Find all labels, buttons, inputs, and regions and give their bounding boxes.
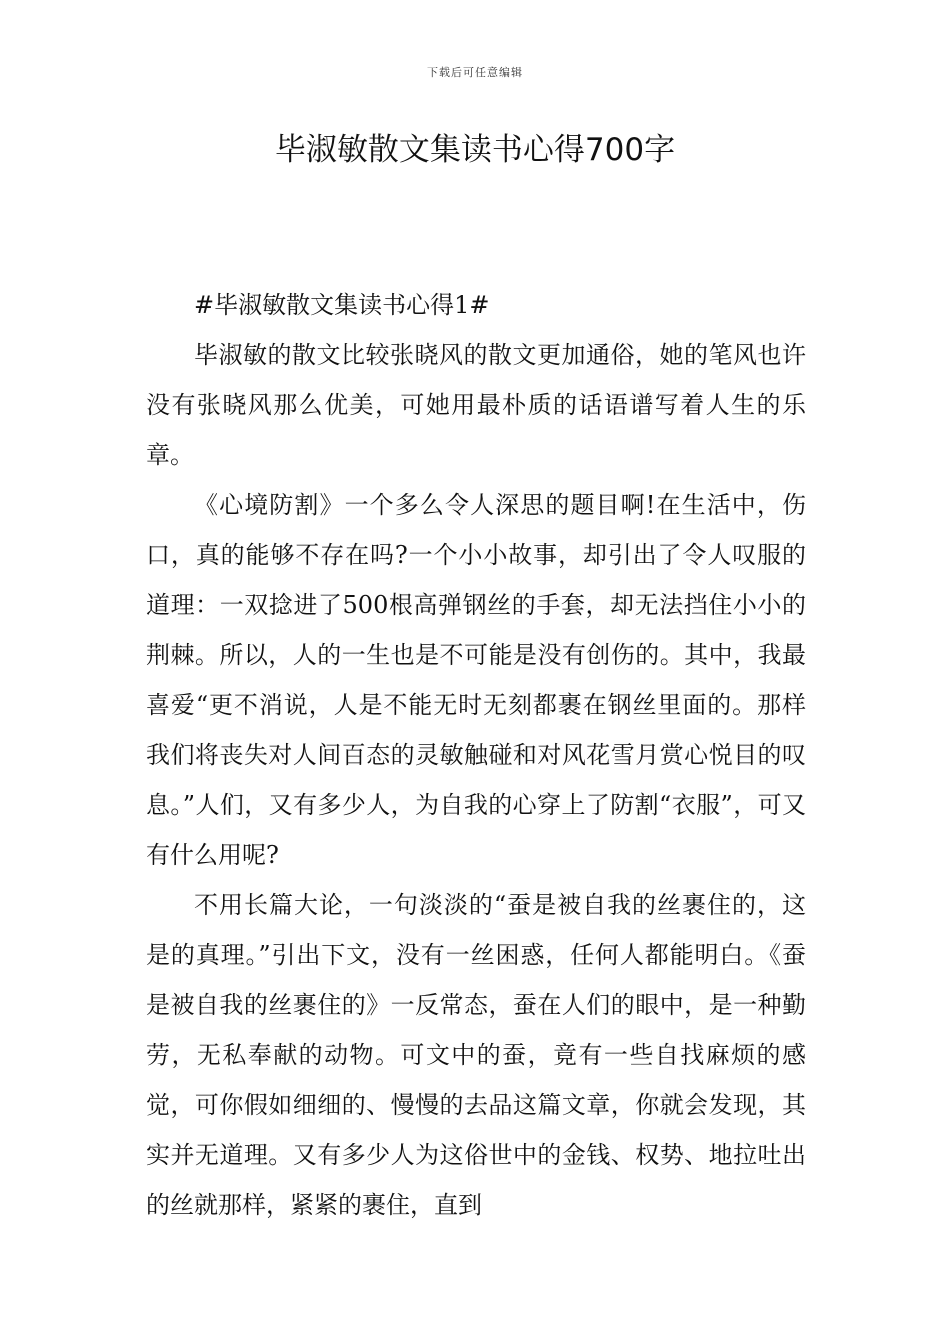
header-note: 下载后可任意编辑 bbox=[427, 66, 523, 79]
section-heading: #毕淑敏散文集读书心得1# bbox=[194, 291, 490, 319]
paragraph: 不用长篇大论，一句淡淡的“蚕是被自我的丝裹住的，这是的真理。”引出下文，没有一丝困惑，任何人都能明白。《蚕是被自我的丝裹住的》一反常态，蚕在人们的眼中，是一种勤劳，无私奉献的动物。可文中的蚕，竟有一些自找麻烦的感觉，可你假如细细的、慢慢的去品这篇文章，你就会发现，其实并无道理。又有多少人为这俗世中的金钱、权势、地拉吐出的丝就那样，紧紧的裹住，直到 bbox=[146, 891, 806, 1219]
paragraph: 毕淑敏的散文比较张晓风的散文更加通俗，她的笔风也许没有张晓风那么优美，可她用最朴质的话语谱写着人生的乐章。 bbox=[146, 341, 806, 469]
paragraph: 《心境防割》一个多么令人深思的题目啊!在生活中，伤口，真的能够不存在吗?一个小小故事，却引出了令人叹服的道理：一双捻进了500根高弹钢丝的手套，却无法挡住小小的荆棘。所以，人的一生也是不可能是没有创伤的。其中，我最喜爱“更不消说，人是不能无时无刻都裹在钢丝里面的。那样我们将丧失对人间百态的灵敏触碰和对风花雪月赏心悦目的叹息。”人们，又有多少人，为自我的心穿上了防割“衣服”，可又有什么用呢? bbox=[146, 491, 806, 869]
document-body bbox=[146, 280, 806, 1230]
document-title: 毕淑敏散文集读书心得700字 bbox=[274, 132, 676, 168]
